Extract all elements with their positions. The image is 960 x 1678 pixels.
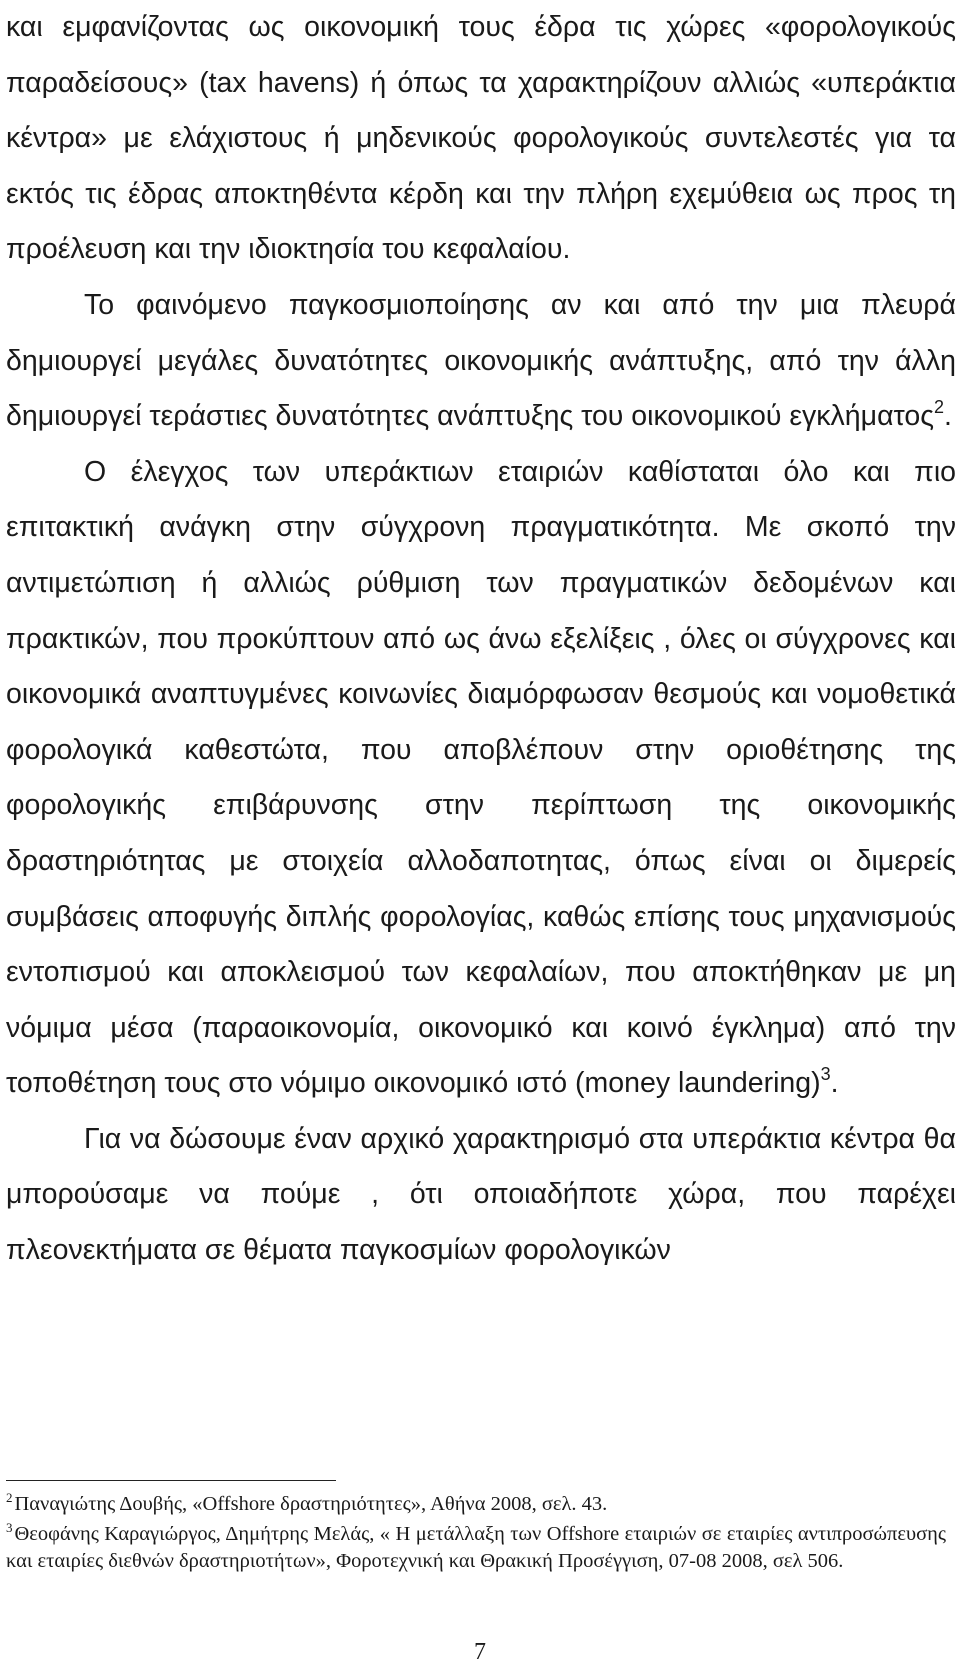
- paragraph-1-text: και εμφανίζοντας ως οικονομική τους έδρα τις χώρες «φορολογικούς παραδείσους» (tax havens) ή όπως τα χαρακτηρίζουν αλλιώς «υπεράκτια κέντρα» με ελάχιστους ή μηδενικούς φορολογικούς συντελεστές για τα εκτός τις έδρας αποκτηθέντα κέρδη και την πλήρη εχεμύθεια ως προς τη προέλευση και την ιδιοκτησία του κεφαλαίου.: [6, 11, 956, 266]
- footnote-2-text: Παναγιώτης Δουβής, «Offshore δραστηριότητες», Αθήνα 2008, σελ. 43.: [14, 1493, 608, 1515]
- footnote-separator: [6, 1480, 336, 1481]
- paragraph-4: [6, 1112, 956, 1279]
- footnote-3: [6, 1521, 946, 1575]
- document-page: [6, 0, 956, 1279]
- footnote-3-text: Θεοφάνης Καραγιώργος, Δημήτρης Μελάς, « Η μετάλλαξη των Offshore εταιριών σε εταιρίες αντιπροσώπευσης και εταιρίες διεθνών δραστηριοτήτων», Φοροτεχνική και Θρακική Προσέγγιση, 07-08 2008, σελ 506.: [6, 1523, 946, 1572]
- paragraph-3-text: Ο έλεγχος των υπεράκτιων εταιριών καθίσταται όλο και πιο επιτακτική ανάγκη στην σύγχρονη πραγματικότητα. Με σκοπό την αντιμετώπιση ή αλλιώς ρύθμιση των πραγματικών δεδομένων και πρακτικών, που προκύπτουν από ως άνω εξελίξεις , όλες οι σύγχρονες και οικονομικά αναπτυγμένες κοινωνίες διαμόρφωσαν θεσμούς και νομοθετικά φορολογικά καθεστώτα, που αποβλέπουν στην οριοθέτησης της φορολογικής επιβάρυνσης στην περίπτωση της οικονομικής δραστηριότητας με στοιχεία αλλοδαποτητας, όπως είναι οι διμερείς συμβάσεις αποφυγής διπλής φορολογίας, καθώς επίσης τους μηχανισμούς εντοπισμού και αποκλεισμού των κεφαλαίων, που αποκτήθηκαν με μη νόμιμα μέσα (παραοικονομία, οικονομικό και κοινό έγκλημα) από την τοποθέτηση τους στο νόμιμο οικονομικό ιστό (money laundering): [6, 455, 956, 1100]
- paragraph-3-end: .: [830, 1067, 839, 1100]
- paragraph-1: [6, 0, 956, 278]
- footnote-number-3: 3: [6, 1520, 13, 1535]
- footnote-ref-3[interactable]: 3: [820, 1064, 831, 1085]
- paragraph-3: [6, 445, 956, 1112]
- paragraph-2-text: Το φαινόμενο παγκοσμιοποίησης αν και από την μια πλευρά δημιουργεί μεγάλες δυνατότητες οικονομικής ανάπτυξης, από την άλλη δημιουργεί τεράστιες δυνατότητες ανάπτυξης του οικονομικού εγκλήματος: [6, 288, 956, 433]
- paragraph-2-end: .: [944, 400, 952, 433]
- footnote-ref-2[interactable]: 2: [934, 397, 945, 418]
- footnote-number-2: 2: [6, 1490, 13, 1505]
- paragraph-2: [6, 278, 956, 445]
- page-number: 7: [474, 1639, 486, 1665]
- footnote-2: [6, 1491, 946, 1518]
- body-text: [6, 0, 956, 1279]
- paragraph-4-text: Για να δώσουμε έναν αρχικό χαρακτηρισμό στα υπεράκτια κέντρα θα μπορούσαμε να πούμε , ότι οποιαδήποτε χώρα, που παρέχει πλεονεκτήματα σε θέματα παγκοσμίων φορολογικών: [6, 1122, 956, 1267]
- footnotes: [6, 1491, 946, 1578]
